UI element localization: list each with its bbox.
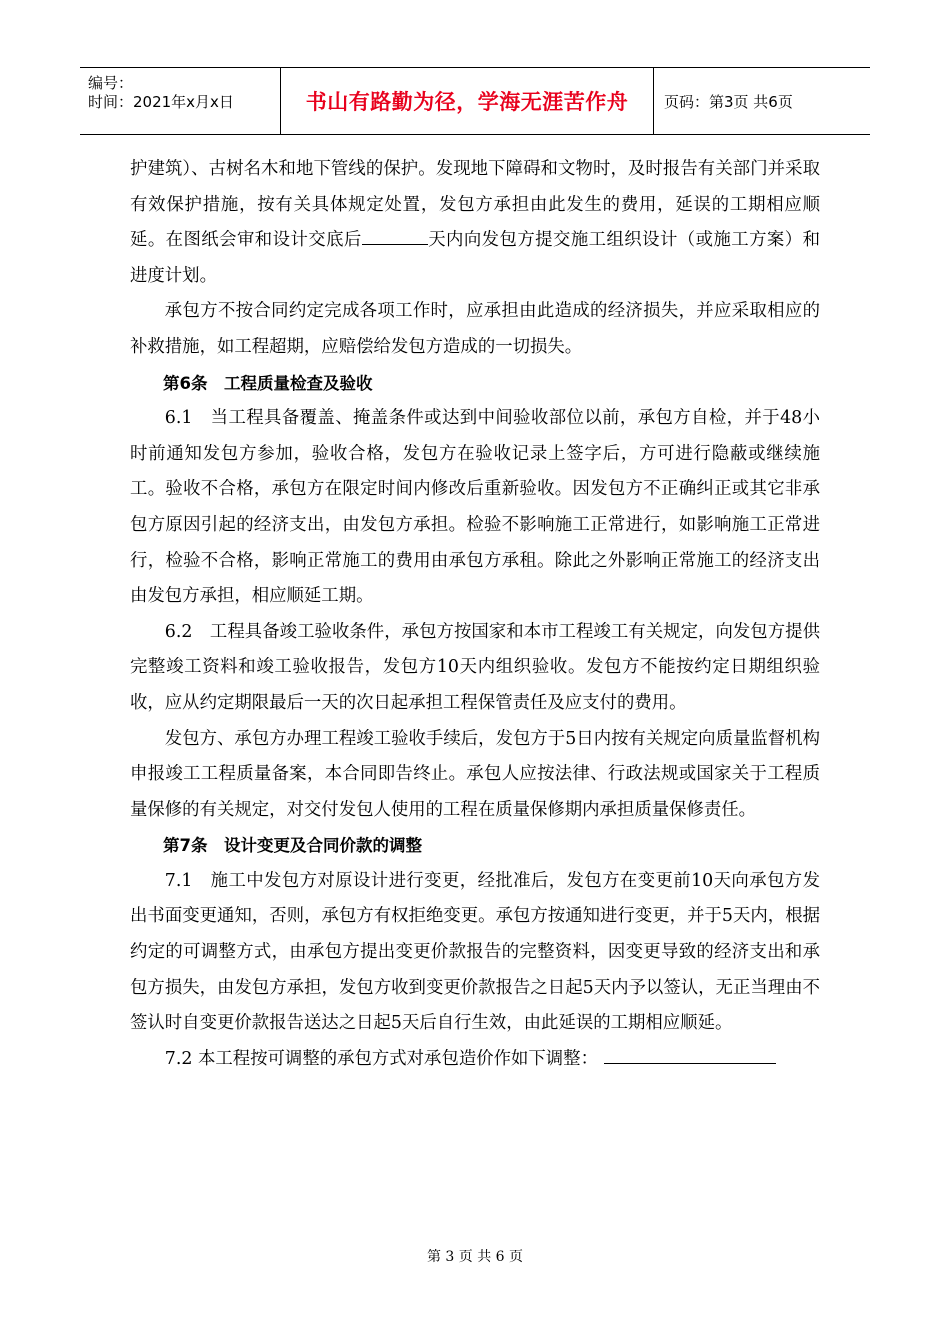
section-heading-7: 第7条 设计变更及合同价款的调整 — [163, 836, 422, 856]
header-page-info: 页码：第3页 共6页 — [664, 92, 793, 111]
paragraph-text: 天内向发包方提交施工组织设计（或施工方案）和进度计划。 — [130, 230, 820, 286]
document-date: 时间：2021年x月x日 — [88, 93, 234, 111]
clause-7-1: 7.1 施工中发包方对原设计进行变更，经批准后，发包方在变更前10天向承包方发出书面变更通知，否则，承包方有权拒绝变更。承包方按通知进行变更，并于5天内，根据约定的可调整方式，由承包方提出变更价款报告的完整资料，因变更导致的经济支出和承包方损失，由发包方承担，发包方收到变更价款报告之日起5天内予以签认，无正当理由不签认时自变更价款报告送达之日起5天后自行生效，由此延误的工期相应顺延。 — [130, 870, 820, 1034]
fill-in-blank[interactable] — [604, 1045, 776, 1063]
page-footer: 第 3 页 共 6 页 — [426, 1249, 524, 1265]
document-body — [130, 152, 820, 1077]
section-heading-6: 第6条 工程质量检查及验收 — [163, 373, 373, 393]
header-motto-cell — [281, 68, 654, 134]
clause-6-2: 6.2 工程具备竣工验收条件，承包方按国家和本市工程竣工有关规定，向发包方提供完整竣工资料和竣工验收报告，发包方10天内组织验收。发包方不能按约定日期组织验收，应从约定期限最后一天的次日起承担工程保管责任及应支付的费用。 — [130, 621, 820, 713]
paragraph-text: 护建筑）、古树名木和地下管线的保护。发现地下障碍和文物时，及时报告有关部门并采取有效保护措施，按有关具体规定处置，发包方承担由此发生的费用，延误的工期相应顺延。在图纸会审和设计交底后 — [130, 159, 820, 251]
header-motto: 书山有路勤为径，学海无涯苦作舟 — [305, 90, 629, 114]
document-number-label: 编号： — [88, 74, 134, 92]
clause-7-2 — [130, 1042, 820, 1078]
paragraph: 发包方、承包方办理工程竣工验收手续后，发包方于5日内按有关规定向质量监督机构申报竣工工程质量备案，本合同即告终止。承包人应按法律、行政法规或国家关于工程质量保修的有关规定，对交付发包人使用的工程在质量保修期内承担质量保修责任。 — [130, 728, 820, 820]
paragraph: 承包方不按合同约定完成各项工作时，应承担由此造成的经济损失，并应采取相应的补救措施，如工程超期，应赔偿给发包方造成的一切损失。 — [130, 301, 820, 357]
paragraph-text: 7.2 本工程按可调整的承包方式对承包造价作如下调整： — [164, 1048, 598, 1069]
page-header — [80, 67, 870, 135]
header-meta — [80, 68, 281, 134]
paragraph-continued — [130, 152, 820, 294]
clause-6-1: 6.1 当工程具备覆盖、掩盖条件或达到中间验收部位以前，承包方自检，并于48小时前通知发包方参加，验收合格，发包方在验收记录上签字后，方可进行隐蔽或继续施工。验收不合格，承包方在限定时间内修改后重新验收。因发包方不正确纠正或其它非承包方原因引起的经济支出，由发包方承担。检验不影响施工正常进行，如影响施工正常进行，检验不合格，影响正常施工的费用由承包方承租。除此之外影响正常施工的经济支出由发包方承担，相应顺延工期。 — [130, 408, 820, 607]
fill-in-blank[interactable] — [362, 227, 428, 245]
